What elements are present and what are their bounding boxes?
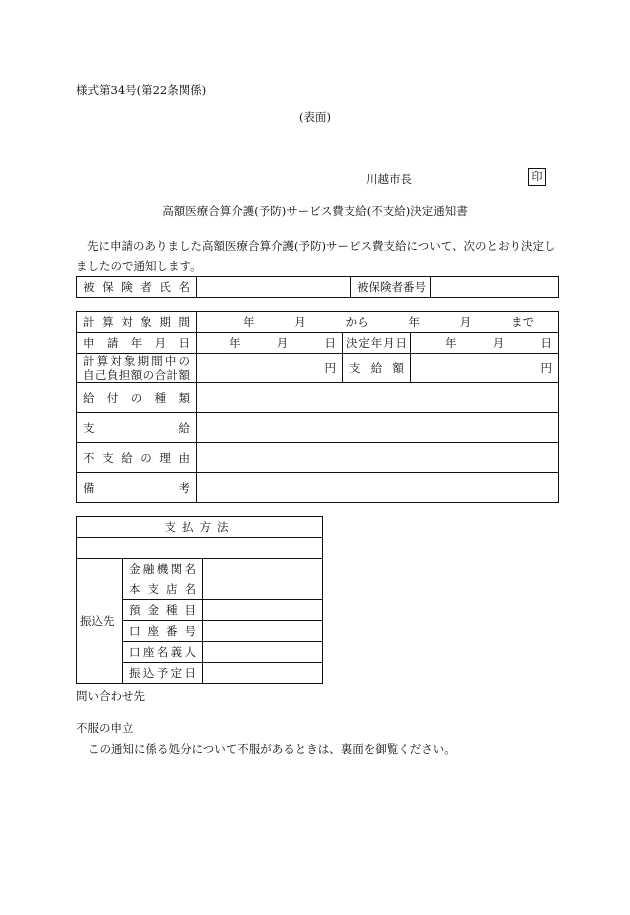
payment-amount-field[interactable] <box>411 354 559 383</box>
copay-total-label <box>77 354 197 383</box>
side-label: (表面) <box>299 110 331 124</box>
period-label: 計算対象期間 <box>77 312 197 333</box>
transfer-date-label: 振込予定日 <box>123 663 203 684</box>
transfer-date-field[interactable] <box>203 663 323 684</box>
account-holder-field[interactable] <box>203 642 323 663</box>
application-year: 年 <box>229 336 241 350</box>
copay-total-label-line2: 自己負担額の合計額 <box>83 368 190 382</box>
seal-mark: 印 <box>528 168 546 186</box>
objection-heading: 不服の申立 <box>76 721 134 735</box>
payment-method-table <box>76 516 323 684</box>
application-day: 日 <box>324 336 336 350</box>
period-start-year: 年 <box>243 315 255 329</box>
non-payment-reason-label: 不支給の理由 <box>77 443 197 473</box>
copay-total-field[interactable] <box>197 354 343 383</box>
deposit-type-label: 預金種目 <box>123 600 203 621</box>
bank-branch-label <box>123 559 203 600</box>
application-date-field[interactable] <box>197 333 343 354</box>
insured-number-field[interactable] <box>431 277 559 298</box>
period-end-year: 年 <box>408 315 420 329</box>
insured-name-label: 被保険者氏名 <box>77 277 197 298</box>
copay-total-label-line1: 計算対象期間中の <box>83 354 190 368</box>
account-number-label: 口座番号 <box>123 621 203 642</box>
transfer-label: 振込先 <box>77 559 123 684</box>
non-payment-reason-field[interactable] <box>197 443 559 473</box>
application-date-label: 申請年月日 <box>77 333 197 354</box>
remarks-field[interactable] <box>197 473 559 503</box>
account-holder-label: 口座名義人 <box>123 642 203 663</box>
period-until: まで <box>510 315 534 329</box>
application-month: 月 <box>276 336 289 350</box>
objection-text: この通知に係る処分について不服があるときは、裏面を御覧ください。 <box>88 742 456 756</box>
bank-name-label: 金融機関名 <box>129 562 196 576</box>
payment-label: 支給 <box>77 413 197 443</box>
period-start-month: 月 <box>294 315 306 329</box>
decision-date-label: 決定年月日 <box>343 333 411 354</box>
decision-year: 年 <box>445 336 457 350</box>
issuer-name: 川越市長 <box>366 172 412 186</box>
payment-method-heading: 支払方法 <box>77 517 323 538</box>
decision-date-field[interactable] <box>411 333 559 354</box>
branch-name-label: 本支店名 <box>129 582 196 596</box>
insured-table <box>76 276 559 298</box>
period-field[interactable] <box>197 312 559 333</box>
insured-name-field[interactable] <box>197 277 351 298</box>
bank-branch-field[interactable] <box>203 559 323 600</box>
benefit-type-field[interactable] <box>197 383 559 413</box>
form-number: 様式第34号(第22条関係) <box>76 83 207 97</box>
intro-text: 先に申請のありました高額医療合算介護(予防)サービス費支給について、次のとおり決定しましたので通知します。 <box>76 239 556 273</box>
decision-month: 月 <box>492 336 505 350</box>
remarks-label: 備考 <box>77 473 197 503</box>
period-from: から <box>345 315 369 329</box>
document-title: 高額医療合算介護(予防)サービス費支給(不支給)決定通知書 <box>162 204 468 218</box>
account-number-field[interactable] <box>203 621 323 642</box>
copay-total-unit: 円 <box>324 361 336 375</box>
payment-method-field[interactable] <box>77 538 323 559</box>
decision-table <box>76 311 559 503</box>
deposit-type-field[interactable] <box>203 600 323 621</box>
benefit-type-label: 給付の種類 <box>77 383 197 413</box>
payment-field[interactable] <box>197 413 559 443</box>
insured-number-label: 被保険者番号 <box>351 277 431 298</box>
payment-amount-label: 支給額 <box>343 354 411 383</box>
inquiry-label: 問い合わせ先 <box>76 689 145 703</box>
decision-day: 日 <box>540 336 552 350</box>
period-end-month: 月 <box>459 315 472 329</box>
payment-amount-unit: 円 <box>540 361 553 375</box>
